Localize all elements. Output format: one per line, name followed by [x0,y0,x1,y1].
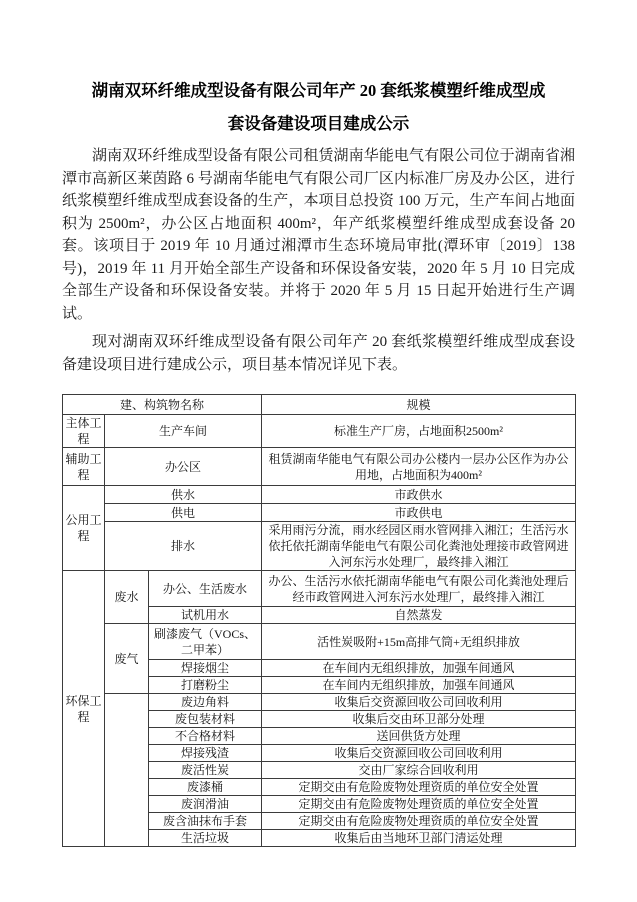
cell-scale: 送回供货方处理 [262,728,576,745]
cell-name: 生活垃圾 [149,830,262,847]
cell-name: 试机用水 [149,607,262,624]
table-header-row [63,395,576,415]
cell-scale: 标准生产厂房，占地面积2500m² [262,415,576,448]
cell-name: 废边角料 [149,694,262,711]
cell-scale: 市政供水 [262,486,576,504]
cell-name: 废漆桶 [149,779,262,796]
table-row [63,571,576,607]
project-info-table [62,394,576,847]
cell-name: 焊接烟尘 [149,660,262,677]
cell-scale: 采用雨污分流，雨水经园区雨水管网排入湘江；生活污水依托依托湖南华能电气有限公司化粪池处理接市政管网进入河东污水处理厂，最终排入湘江 [262,522,576,571]
header-cell-name: 建、构筑物名称 [63,395,262,415]
cell-scale: 市政供电 [262,504,576,522]
cell-category: 公用工程 [63,486,105,571]
cell-name: 不合格材料 [149,728,262,745]
cell-scale: 在车间内无组织排放，加强车间通风 [262,660,576,677]
cell-name: 生产车间 [105,415,262,448]
cell-scale: 自然蒸发 [262,607,576,624]
cell-name: 焊接残渣 [149,745,262,762]
table-row [63,448,576,486]
header-cell-scale: 规模 [262,395,576,415]
cell-category: 环保工程 [63,571,105,847]
cell-scale: 在车间内无组织排放，加强车间通风 [262,677,576,694]
table-row [63,624,576,660]
cell-subcategory [105,694,149,847]
paragraph-project-overview: 湖南双环纤维成型设备有限公司租赁湖南华能电气有限公司位于湖南省湘潭市高新区莱茵路 6 号湖南华能电气有限公司厂区内标准厂房及办公区，进行纸浆模塑纤维成型成套设备的生产，本项目总投资 100 万元，生产车间占地面积为 2500m²，办公区占地面积 400m²，年产纸浆模塑纤维成型成套设备 20 套。该项目于 2019 年 10 月通过湘潭市生态环境局审批(潭环审〔2019〕138 号)，2019 年 11 月开始全部生产设备和环保设备安装，2020 年 5 月 10 日完成全部生产设备和环保设备安装。并将于 2020 年 5 月 15 日起开始进行生产调试。 [62,148,575,322]
cell-scale: 收集后交资源回收公司回收利用 [262,694,576,711]
table-row [63,522,576,571]
cell-subcategory: 废气 [105,624,149,694]
document-title-line-1: 湖南双环纤维成型设备有限公司年产 20 套纸浆模塑纤维成型成 [91,81,546,100]
cell-name: 废包装材料 [149,711,262,728]
cell-scale: 交由厂家综合回收利用 [262,762,576,779]
cell-scale: 收集后交由环卫部分处理 [262,711,576,728]
cell-category: 主体工程 [63,415,105,448]
cell-name: 废活性炭 [149,762,262,779]
cell-subcategory: 废水 [105,571,149,624]
cell-scale: 办公、生活污水依托湖南华能电气有限公司化粪池处理后经市政管网进入河东污水处理厂，最终排入湘江 [262,571,576,607]
cell-name: 办公、生活废水 [149,571,262,607]
cell-scale: 定期交由有危险废物处理资质的单位安全处置 [262,779,576,796]
cell-name: 供水 [105,486,262,504]
document-body [62,145,575,376]
document-title [62,74,575,140]
cell-scale: 租赁湖南华能电气有限公司办公楼内一层办公区作为办公用地，占地面积为400m² [262,448,576,486]
cell-scale: 定期交由有危险废物处理资质的单位安全处置 [262,796,576,813]
cell-name: 办公区 [105,448,262,486]
cell-scale: 收集后由当地环卫部门清运处理 [262,830,576,847]
document-title-line-2: 套设备建设项目建成公示 [227,114,410,133]
cell-name: 废含油抹布手套 [149,813,262,830]
table-row [63,415,576,448]
cell-scale: 活性炭吸附+15m高排气筒+无组织排放 [262,624,576,660]
cell-name: 打磨粉尘 [149,677,262,694]
table-row [63,486,576,504]
paragraph-announcement: 现对湖南双环纤维成型设备有限公司年产 20 套纸浆模塑纤维成型成套设备建设项目进行建成公示，项目基本情况详见下表。 [62,334,575,373]
cell-name: 供电 [105,504,262,522]
cell-name: 排水 [105,522,262,571]
cell-scale: 收集后交资源回收公司回收利用 [262,745,576,762]
cell-name: 废润滑油 [149,796,262,813]
cell-scale: 定期交由有危险废物处理资质的单位安全处置 [262,813,576,830]
table-row [63,694,576,711]
table-row [63,504,576,522]
cell-name: 刷漆废气（VOCs、二甲苯） [149,624,262,660]
cell-category: 辅助工程 [63,448,105,486]
